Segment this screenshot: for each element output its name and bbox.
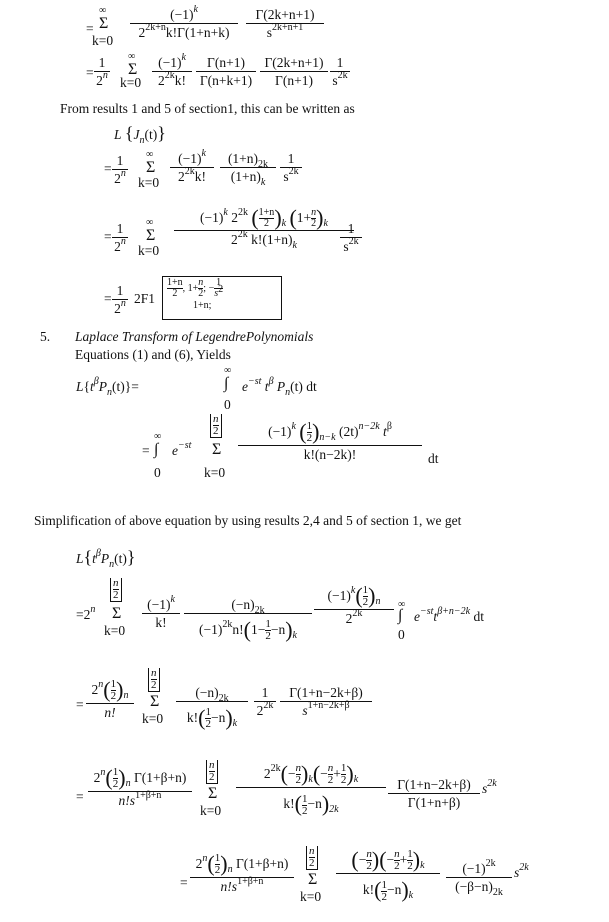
sum-upper-limit: ∞ bbox=[146, 149, 154, 160]
sum-symbol: Σ bbox=[208, 785, 218, 802]
integral-upper-limit: ∞ bbox=[154, 431, 162, 442]
fraction: 1 2$^n$ bbox=[94, 56, 110, 88]
fraction: $2^{2k}(-$ $\frac{n}{2}$ )$_k(-$ $\frac{n}{2}$ + $\frac{1}{2}$ )$_k$ k!( $\frac{1}{2}$ $-n)_{2k}$ bbox=[236, 760, 386, 817]
sum-upper-limit: ∞ bbox=[146, 217, 154, 228]
sum-lower-limit: k=0 bbox=[200, 803, 222, 818]
integral-lower-limit: 0 bbox=[154, 465, 161, 480]
sum-lower-limit: k=0 bbox=[120, 75, 142, 90]
fraction: $(-1)^k$ $2^{2k}k$! bbox=[170, 152, 214, 184]
fraction: $(-1)^k$( $\frac{1}{2}$ )$_n$ $2^{2k}$ bbox=[314, 582, 394, 626]
hypergeometric-bracket: $\frac{1+n}{2}$ , 1+ $\frac{n}{2}$ ; − $\frac{1}{s2}$ 1+n; bbox=[162, 276, 282, 320]
fraction: 1 $s^{2k}$ bbox=[340, 222, 362, 254]
paper-page: = ∞ Σ k=0 $(-1)^k$ $2^{2k+n}k!\Gamma(1+n+k)$ Γ(2k+n+1) $s^{2k+n+1}$ = 1 2$^n$ ∞ Σ k=0 $(-1)^k$ $2^{2k}k$! Γ(n+1) Γ(n+k+1) Γ(2k+n+1) Γ(n+1) 1 $s^{2k}$ From results 1 and 5 of section1, this can be written as L $\{J_n(t)\}$ = 1 2$^n$ ∞ Σ k=0 $(-1)^k$ $2^{2k}k$! $(1+n)_{2k}$ $(1+n)_k$ 1 $s^{2k}$ = 1 2$^n$ ∞ Σ k=0 $(-1)^k$ $2^{2k}$ ( $\frac{1+n}{2}$ )$_k$ (1+ $\frac{n}{2}$ )$_k$ $2^{2k}$ $k!(1+n)_k$ 1 $s^{2k}$ = 1 2$^n$ 2F1 $\frac{1+n}{2}$ , 1+ $\frac{n}{2}$ ; − $\frac{1}{s2}$ 1+n; 5. Laplace Transform of LegendrePolynomials Equations (1) and (6), Yields $L\{t^\beta P_n(t)\}=$ ∞ ∫ 0 $e^{-st}$ $t^\beta$ $P_n(t)$ dt = ∞ ∫ 0 $e^{-st}$ n 2 Σ k=0 $(-1)^k$ ( $\frac{1}{2}$ )$_{n-k}$ $(2t)^{n-2k}$ $t^\beta$ k!(n−2k)! dt Simplification of above equation by using results 2,4 and 5 of section 1, we get $L\{t^\beta P_n(t)\}$ $=2^n$ n 2 Σ k=0 $(-1)^k$ k! $(-n)_{2k}$ $(-1)^{2k}n!(1-$ $\frac{1}{2}$ $-n)_k$ $(-1)^k$( $\frac{1}{2}$ )$_n$ $2^{2k}$ ∞ ∫ 0 $e^{-st}t^{\beta+n-2k}$ dt = $2^n$( $\frac{1}{2}$ )$_n$ n! n 2 Σ k=0 $(-n)_{2k}$ k!( $\frac{1}{2}$ $-n)_k$ 1 $2^{2k}$ Γ(1+n−2k+β) $s^{1+n-2k+\beta}$ = $2^n$( $\frac{1}{2}$ )$_n$ Γ(1+β+n) $n!s^{1+\beta+n}$ n 2 Σ k=0 $2^{2k}(-$ $\frac{n}{2}$ )$_k(-$ $\frac{n}{2}$ + $\frac{1}{2}$ )$_k$ k!( $\frac{1}{2}$ $-n)_{2k}$ Γ(1+n−2k+β) Γ(1+n+β) $s^{2k}$ = $2^n$( $\frac{1}{2}$ )$_n$ Γ(1+β+n) $n!s^{1+\beta+n}$ n 2 Σ k=0 (− $\frac{n}{2}$ )(− $\frac{n}{2}$ + $\frac{1}{2}$ )$_k$ k!( $\frac{1}{2}$ $-n)_k$ $(-1)^{2k}$ $(-\beta-n)_{2k}$ $s^{2k}$ bbox=[34, 4, 529, 904]
fraction: 1 $s^{2k}$ bbox=[280, 152, 302, 184]
fraction: $(-n)_{2k}$ k!( $\frac{1}{2}$ $-n)_k$ bbox=[176, 686, 248, 730]
fraction: 2$^n$( $\frac{1}{2}$ )$_n$ Γ(1+β+n) $n!s^{1+\beta+n}$ bbox=[88, 764, 192, 808]
equals-sign: = bbox=[104, 161, 112, 176]
sum-lower-limit: k=0 bbox=[300, 889, 322, 904]
fraction: 2$^n$( $\frac{1}{2}$ )$_n$ Γ(1+β+n) $n!s^{1+\beta+n}$ bbox=[190, 850, 294, 894]
section-number: 5. bbox=[40, 329, 51, 344]
sum-symbol: Σ bbox=[112, 605, 122, 622]
differential: dt bbox=[428, 451, 439, 466]
fraction: 1 2$^n$ bbox=[112, 222, 128, 254]
fraction: $(-1)^{2k}$ $(-\beta-n)_{2k}$ bbox=[446, 862, 512, 894]
equals-sign: = bbox=[104, 229, 112, 244]
paragraph: Simplification of above equation by using results 2,4 and 5 of section 1, we get bbox=[34, 513, 462, 528]
sum-lower-limit: k=0 bbox=[92, 33, 114, 48]
sum-symbol: Σ bbox=[146, 159, 156, 176]
fraction: Γ(1+n−2k+β) Γ(1+n+β) bbox=[388, 778, 480, 809]
paragraph: From results 1 and 5 of section1, this can be written as bbox=[60, 101, 355, 116]
equals-sign: = bbox=[86, 65, 94, 80]
fraction: Γ(2k+n+1) $s^{2k+n+1}$ bbox=[246, 8, 324, 40]
equals-sign: = bbox=[86, 21, 94, 36]
equals-sign: = bbox=[76, 789, 84, 804]
fraction: $(-n)_{2k}$ $(-1)^{2k}n!(1-$ $\frac{1}{2}$ $-n)_k$ bbox=[184, 598, 312, 642]
sum-lower-limit: k=0 bbox=[204, 465, 226, 480]
equals-sign: = bbox=[76, 697, 84, 712]
sum-upper-limit: ∞ bbox=[99, 5, 107, 16]
fraction: $(-1)^k$ $2^{2k}k$! bbox=[152, 56, 192, 88]
equals-sign: = bbox=[180, 875, 188, 890]
equation-9: $L\{t^\beta P_n(t)\}$ bbox=[76, 547, 136, 570]
integral-symbol: ∫ bbox=[224, 375, 229, 392]
integral-symbol: ∫ bbox=[154, 441, 159, 458]
equals-sign: = bbox=[142, 443, 150, 458]
fraction: $(1+n)_{2k}$ $(1+n)_k$ bbox=[220, 152, 276, 184]
integral-upper-limit: ∞ bbox=[398, 599, 406, 610]
sum-symbol: Σ bbox=[146, 227, 156, 244]
sum-symbol: Σ bbox=[99, 15, 109, 32]
fraction: 1 2$^n$ bbox=[112, 284, 128, 316]
fraction: 1 $s^{2k}$ bbox=[330, 56, 350, 88]
fraction: Γ(1+n−2k+β) $s^{1+n-2k+\beta}$ bbox=[280, 686, 372, 718]
fraction: 1 2$^n$ bbox=[112, 154, 128, 186]
integral-lower-limit: 0 bbox=[224, 397, 231, 412]
integral-lower-limit: 0 bbox=[398, 627, 405, 642]
sum-upper-limit: ∞ bbox=[128, 51, 136, 62]
fraction: Γ(2k+n+1) Γ(n+1) bbox=[260, 56, 328, 87]
fraction: 2$^n$( $\frac{1}{2}$ )$_n$ n! bbox=[86, 676, 134, 720]
hypergeometric-function: 2F1 bbox=[134, 291, 156, 306]
fraction: $(-1)^k$ k! bbox=[142, 598, 180, 630]
fraction: (− $\frac{n}{2}$ )(− $\frac{n}{2}$ + $\frac{1}{2}$ )$_k$ k!( $\frac{1}{2}$ $-n)_k$ bbox=[336, 846, 440, 903]
integral-upper-limit: ∞ bbox=[224, 365, 232, 376]
sum-lower-limit: k=0 bbox=[138, 175, 160, 190]
sum-lower-limit: k=0 bbox=[142, 711, 164, 726]
sum-symbol: Σ bbox=[128, 61, 138, 78]
sum-symbol: Σ bbox=[308, 871, 318, 888]
sum-symbol: Σ bbox=[150, 693, 160, 710]
fraction: Γ(n+1) Γ(n+k+1) bbox=[196, 56, 256, 87]
fraction: $(-1)^k$ ( $\frac{1}{2}$ )$_{n-k}$ $(2t)^{n-2k}$ $t^\beta$ k!(n−2k)! bbox=[238, 418, 422, 462]
fraction: 1 $2^{2k}$ bbox=[254, 686, 276, 718]
equation-3: L $\{J_n(t)\}$ bbox=[114, 123, 166, 146]
section-subtitle: Equations (1) and (6), Yields bbox=[75, 347, 231, 362]
fraction: $(-1)^k$ $2^{2k}$ ( $\frac{1+n}{2}$ )$_k$ (1+ $\frac{n}{2}$ )$_k$ $2^{2k}$ $k!(1+n)_k$ bbox=[174, 204, 354, 247]
fraction: $(-1)^k$ $2^{2k+n}k!\Gamma(1+n+k)$ bbox=[130, 8, 238, 40]
integral-symbol: ∫ bbox=[398, 607, 403, 624]
sum-lower-limit: k=0 bbox=[104, 623, 126, 638]
sum-symbol: Σ bbox=[212, 441, 222, 458]
section-title: Laplace Transform of LegendrePolynomials bbox=[75, 329, 314, 344]
sum-lower-limit: k=0 bbox=[138, 243, 160, 258]
equals-sign: = bbox=[104, 291, 112, 306]
